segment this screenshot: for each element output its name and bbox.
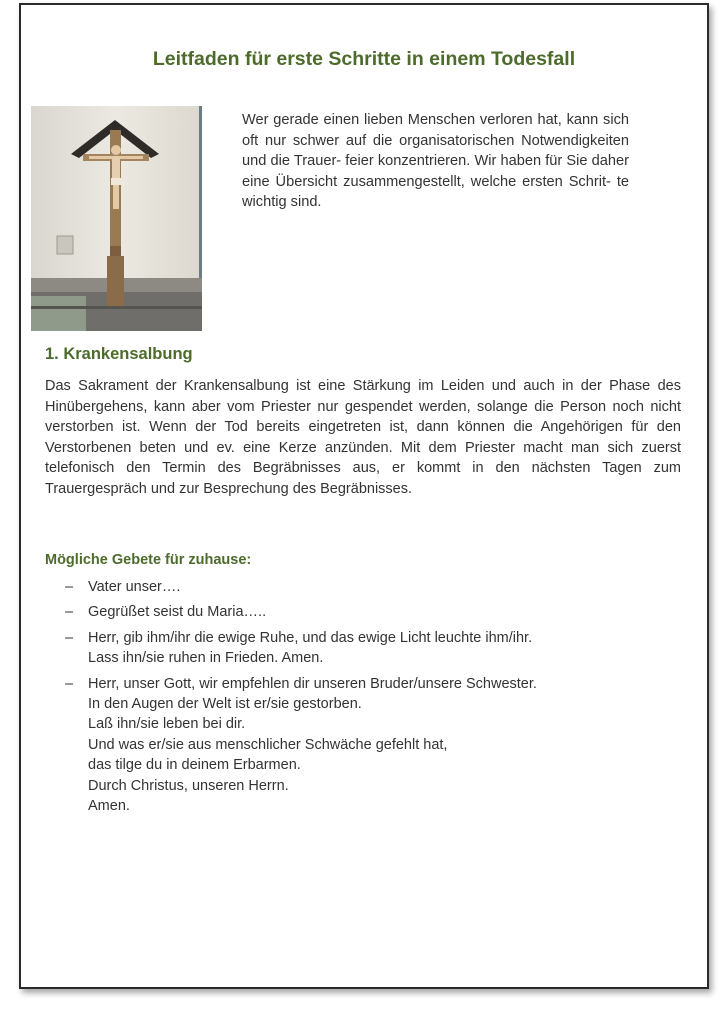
section-text-krankensalbung: Das Sakrament der Krankensalbung ist eine Stärkung im Leiden und auch in der Phase des Hinübergehens, kann aber vom Priester nur gespendet werden, solange die Person noch nicht verstorben ist. Wenn der Tod bereits eingetreten ist, dann können die Angehörigen für den Verstorbenen beten und ev. eine Kerze anzünden. Mit dem Priester macht man sich zuerst telefonisch den Termin des Begräbnisses aus, er kommt in den nächsten Tagen zum Trauergespräch und zur Besprechung des Begräbnisses. <box>45 378 681 497</box>
prayer-line: Und was er/sie aus menschlicher Schwäche gefehlt hat, <box>88 736 448 753</box>
list-item <box>65 674 665 817</box>
prayer-line: Gegrüßet seist du Maria….. <box>88 604 267 621</box>
prayer-line: Lass ihn/sie ruhen in Frieden. Amen. <box>88 650 324 667</box>
list-item <box>65 628 665 669</box>
prayer-line: In den Augen der Welt ist er/sie gestorben. <box>88 696 362 713</box>
intro-paragraph: Wer gerade einen lieben Menschen verloren hat, kann sich oft nur schwer auf die organisatorischen Notwendigkeiten und die Trauer- feier konzentrieren. Wir haben für Sie daher eine Übersicht zusammengestellt, welche ersten Schrit- te wichtig sind. <box>242 112 629 211</box>
dash-bullet: – <box>65 604 74 621</box>
prayer-line: Amen. <box>88 798 130 815</box>
prayer-line: Durch Christus, unseren Herrn. <box>88 777 289 794</box>
dash-bullet: – <box>65 675 74 692</box>
section-heading-krankensalbung: 1. Krankensalbung <box>45 345 193 363</box>
prayer-line: Herr, unser Gott, wir empfehlen dir unseren Bruder/unsere Schwester. <box>88 675 537 692</box>
crucifix-photo <box>31 106 202 331</box>
list-item <box>65 602 665 622</box>
dash-bullet: – <box>65 579 74 595</box>
page-title: Leitfaden für erste Schritte in einem Todesfall <box>152 48 576 70</box>
prayer-line: Vater unser…. <box>88 579 181 595</box>
document-page <box>19 3 709 989</box>
list-item <box>65 577 665 597</box>
prayer-line: Herr, gib ihm/ihr die ewige Ruhe, und das ewige Licht leuchte ihm/ihr. <box>88 629 533 646</box>
prayer-line: Laß ihn/sie leben bei dir. <box>88 716 246 733</box>
prayer-list <box>65 577 665 821</box>
dash-bullet: – <box>65 629 74 646</box>
prayers-heading: Mögliche Gebete für zuhause: <box>45 552 252 568</box>
prayer-line: das tilge du in deinem Erbarmen. <box>88 757 301 774</box>
